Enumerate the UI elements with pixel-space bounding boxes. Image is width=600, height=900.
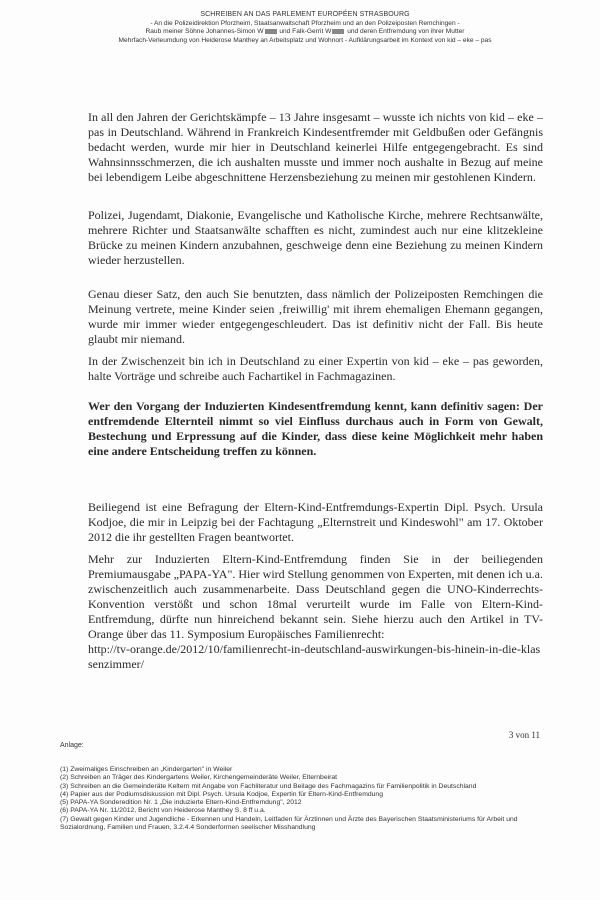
paragraph-7 — [88, 552, 543, 672]
anlage-item: (2) Schreiben an Träger des Kindergartens Weiler, Kirchengemeinderäte Weiler, Elternbeirat — [60, 774, 338, 782]
anlage-item: (7) Gewalt gegen Kinder und Jugendliche - Erkennen und Handeln, Leitfaden für Ärztinnen und Ärzte des Bayerischen Staatsministeriums für Arbeit und Sozialordnung, Familien und Frauen, 3.2.4.4 Sonderformen seelischer Misshandlung — [60, 815, 518, 832]
redaction-mark — [265, 29, 277, 34]
header-topic-line: Mehrfach-Verleumdung von Heiderose Manthey an Arbeitsplatz und Wohnort - Aufklärungsarbeit im Kontext von kid – eke – pas — [118, 36, 492, 44]
header-subject-part-2: und Falk-Gerrit W — [277, 28, 332, 36]
redaction-mark — [332, 29, 344, 34]
anlage-label: Anlage: — [60, 742, 84, 749]
header-subject-part-1: Raub meiner Söhne Johannes-Simon W — [145, 28, 264, 36]
header-recipients: - An die Polizeidirektion Pforzheim, Staatsanwaltschaft Pforzheim und an den Polizeiposten Remchingen - — [150, 19, 460, 27]
paragraph-7-text: Mehr zur Induzierten Eltern-Kind-Entfremdung finden Sie in der beiliegenden Premiumausgabe „PAPA-YA". Hier wird Stellung genommen von Experten, mit denen ich u.a. zwischenzeitlich auch zusammenarbeite. Dass Deutschland gegen die UNO-Kinderrechts-Konvention verstößt und schon 18mal verurteilt wurde im Falle von Eltern-Kind-Entfremdung, dürfte nun hinreichend bekannt sein. Siehe hierzu auch den Artikel in TV-Orange über das 11. Symposium Europäisches Familienrecht: — [88, 552, 543, 641]
paragraph-3: Genau dieser Satz, den auch Sie benutzten, dass nämlich der Polizeiposten Remchingen die Meinung vertrete, meine Kinder seien ‚freiwillig' mit ihrem ehemaligen Ehemann gegangen, wurde mir immer wieder entgegengeschleudert. Das ist definitiv nicht der Fall. Bis heute glaubt mir niemand. — [88, 287, 543, 346]
anlagen-list — [60, 766, 550, 832]
anlage-item: (4) Papier aus der Podiumsdiskussion mit Dipl. Psych. Ursula Kodjoe, Expertin für Eltern-Kind-Entfremdung — [60, 790, 383, 798]
paragraph-4: In der Zwischenzeit bin ich in Deutschland zu einer Expertin von kid – eke – pas geworden, halte Vorträge und schreibe auch Fachartikel in Fachmagazinen. — [88, 354, 543, 383]
paragraph-1: In all den Jahren der Gerichtskämpfe – 13 Jahre insgesamt – wusste ich nichts von kid – eke – pas in Deutschland. Während in Frankreich Kindesentfremder mit Geldbußen oder Gefängnis bedacht werden, wurde mir hier in Deutschland keinerlei Hilfe entgegengebracht. Es sind Wahnsinnsschmerzen, die ich aushalten musste und immer noch aushalte in Bezug auf meine bei lebendigem Leibe abgeschnittene Herzensbeziehung zu meinen mir gestohlenen Kindern. — [88, 110, 543, 184]
anlage-item: (6) PAPA-YA Nr. 11/2012, Bericht von Heiderose Manthey S. 8 ff u.a. — [60, 807, 266, 815]
paragraph-2: Polizei, Jugendamt, Diakonie, Evangelische und Katholische Kirche, mehrere Rechtsanwälte, mehrere Richter und Staatsanwälte schafften es nicht, zumindest auch nur eine klitzekleine Brücke zu meinen Kindern anzubahnen, geschweige denn eine Beziehung zu meinen Kindern wieder herzustellen. — [88, 208, 543, 267]
header-title: SCHREIBEN AN DAS PARLEMENT EUROPÉEN STRASBOURG — [200, 11, 410, 18]
anlage-item: (1) Zweimaliges Einschreiben an „Kindergarten" in Weiler — [60, 766, 233, 773]
header-subject-line — [60, 28, 550, 37]
anlage-item: (5) PAPA-YA Sonderedition Nr. 1 „Die induzierte Eltern-Kind-Entfremdung", 2012 — [60, 799, 302, 807]
paragraph-6: Beiliegend ist eine Befragung der Eltern-Kind-Entfremdungs-Expertin Dipl. Psych. Ursula Kodjoe, die mir in Leipzig bei der Fachtagung „Elternstreit und Kindeswohl" am 17. Oktober 2012 die ihr gestellten Fragen beantwortet. — [88, 500, 543, 544]
anlage-item: (3) Schreiben an die Gemeinderäte Keltern mit Angabe von Fachliteratur und Beilage des Fachmagazins für Familienpolitik in Deutschland — [60, 782, 477, 790]
paragraph-5-bold: Wer den Vorgang der Induzierten Kindesentfremdung kennt, kann definitiv sagen: Der entfremdende Elternteil nimmt so viel Einfluss durchaus auch in Form von Gewalt, Bestechung und Erpressung auf die Kinder, dass diese keine Möglichkeit mehr haben eine andere Entscheidung treffen zu können. — [88, 399, 543, 458]
letter-header — [60, 11, 550, 45]
tv-orange-link[interactable]: http://tv-orange.de/2012/10/familienrecht-in-deutschland-auswirkungen-bis-hinein-in-die-klassenzimmer/ — [88, 642, 541, 671]
header-subject-part-3: und deren Entfremdung von ihrer Mutter — [345, 28, 465, 36]
page-number: 3 von 11 — [508, 730, 540, 740]
